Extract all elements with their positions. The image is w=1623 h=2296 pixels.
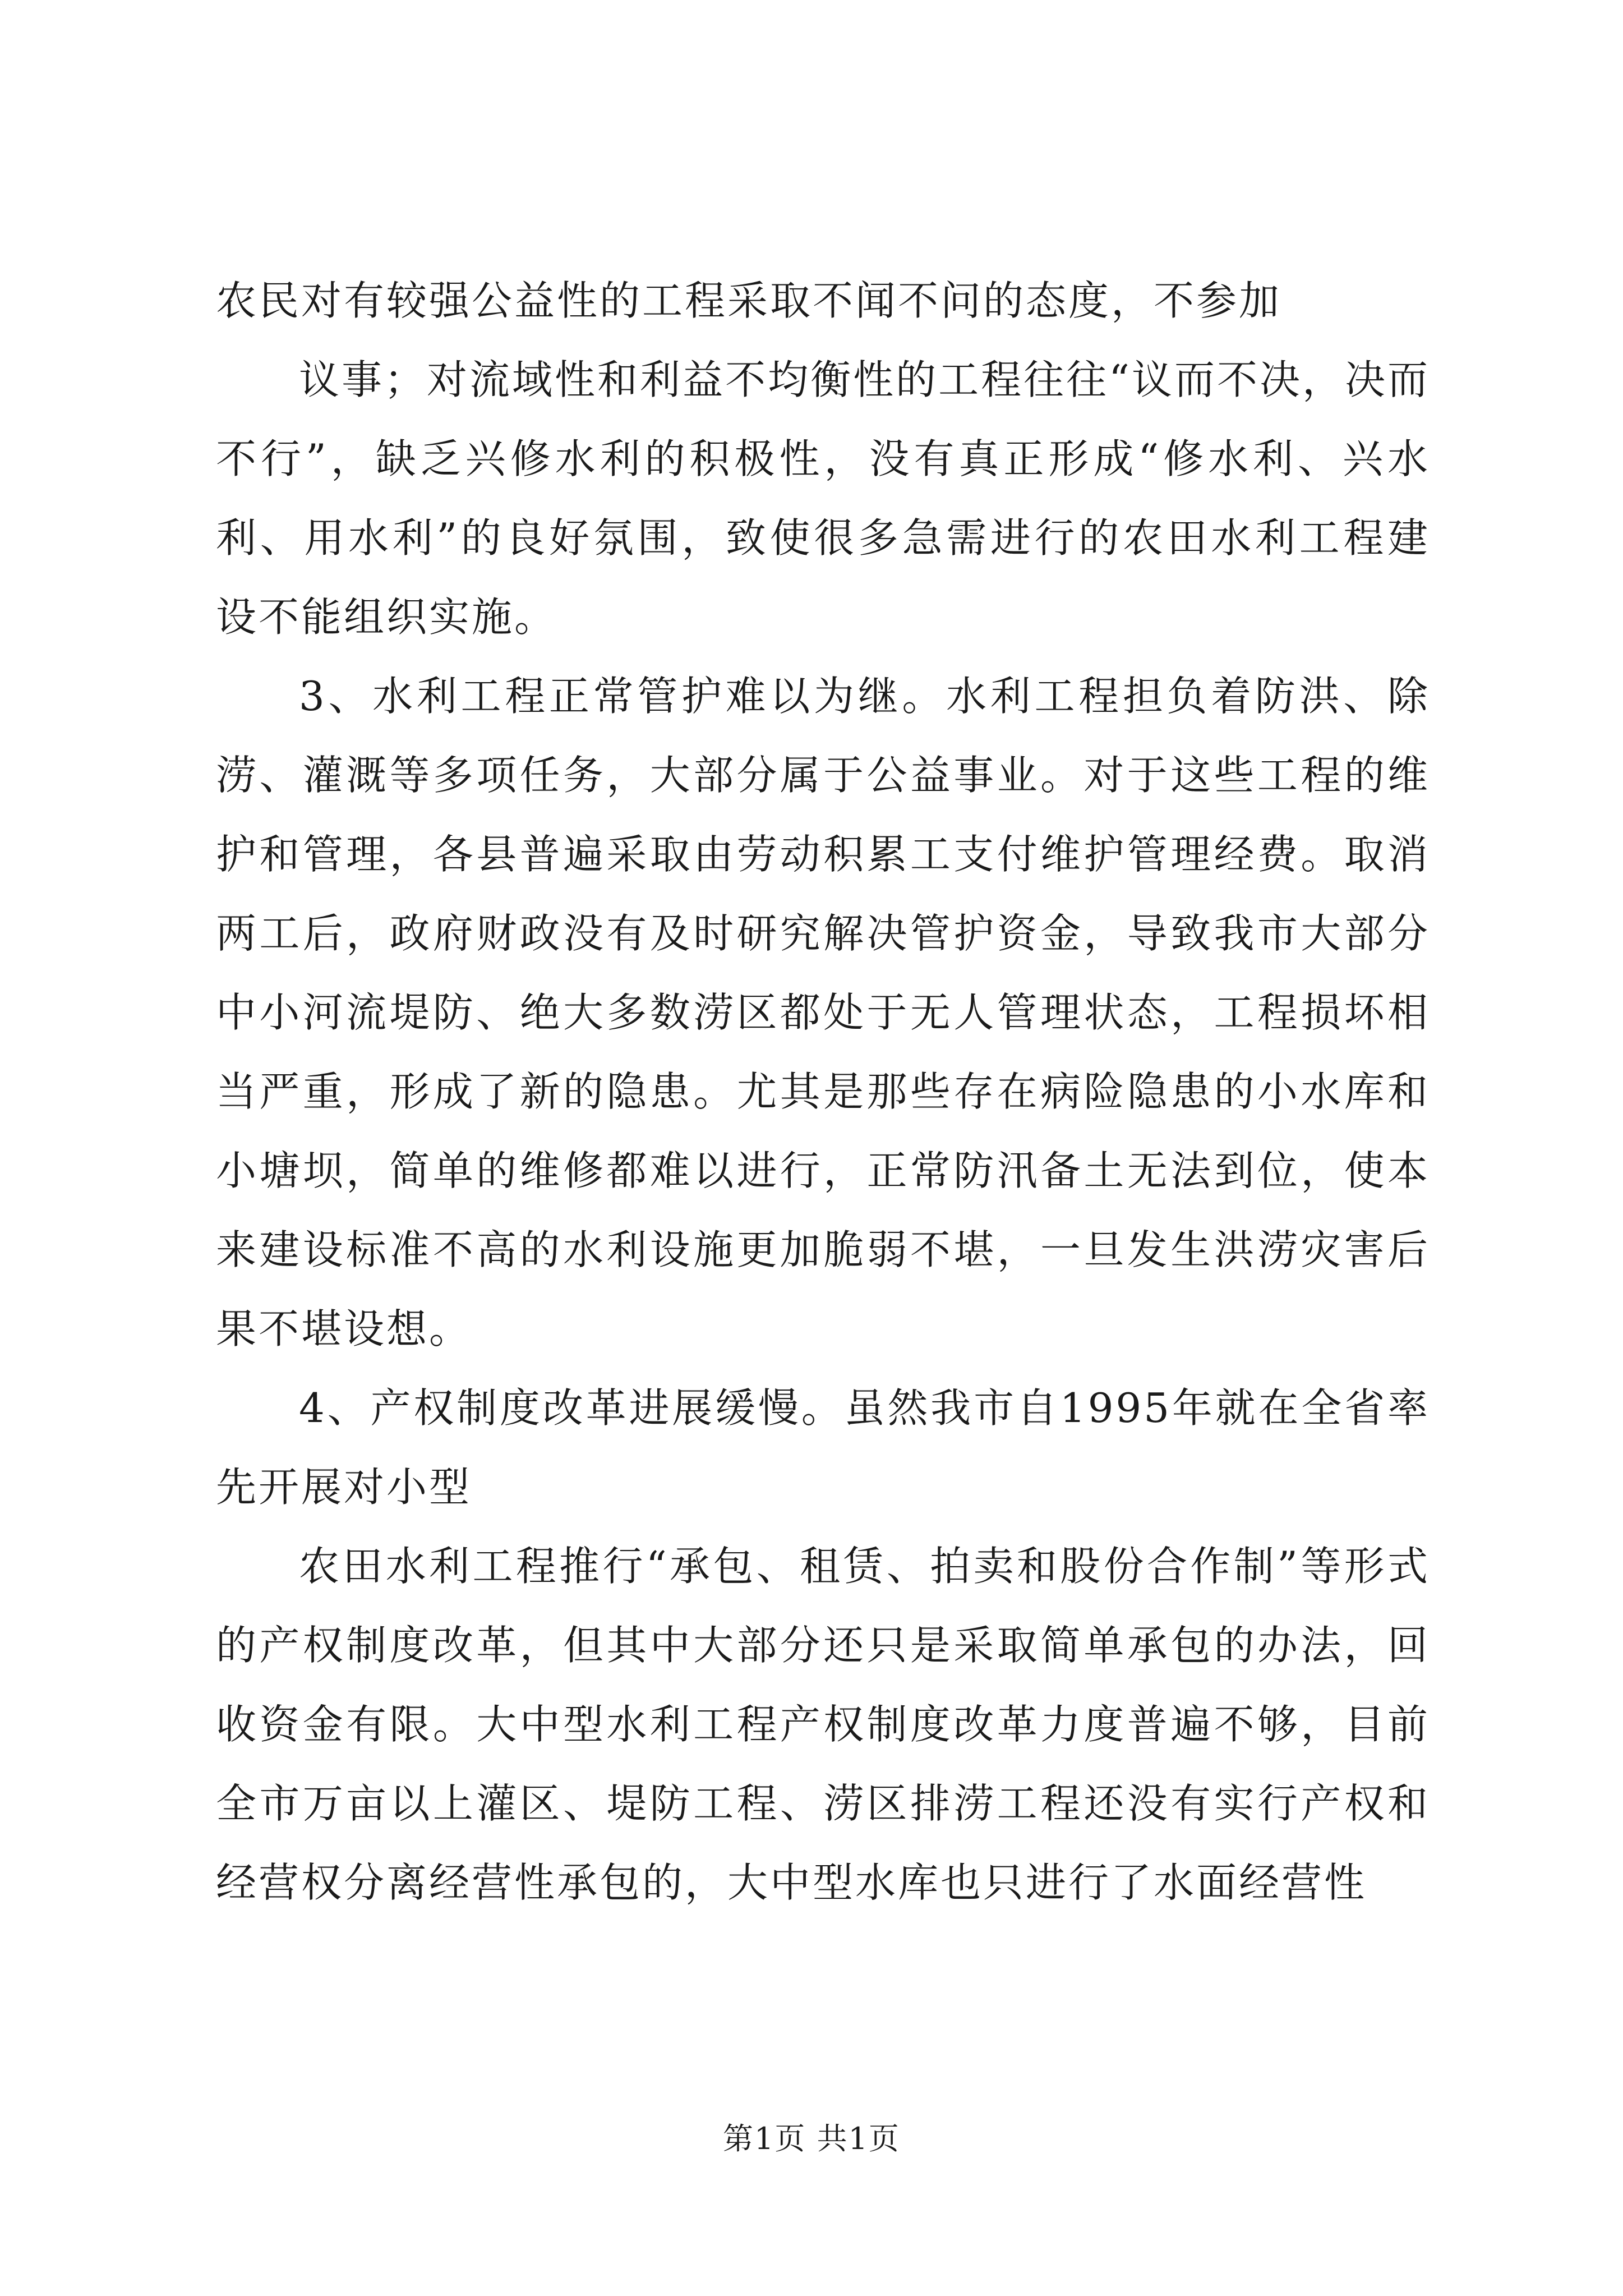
paragraph-5: 农田水利工程推行“承包、租赁、拍卖和股份合作制”等形式的产权制度改革，但其中大部分还只是采取简单承包的办法，回收资金有限。大中型水利工程产权制度改革力度普遍不够，目前全市万亩以上灌区、堤防工程、涝区排涝工程还没有实行产权和经营权分离经营性承包的，大中型水库也只进行了水面经营性 xyxy=(216,1543,1430,1906)
document-body xyxy=(216,261,1430,1922)
paragraph-4: 4、产权制度改革进展缓慢。虽然我市自1995年就在全省率先开展对小型 xyxy=(216,1384,1430,1511)
paragraph-3: 3、水利工程正常管护难以为继。水利工程担负着防洪、除涝、灌溉等多项任务，大部分属于公益事业。对于这些工程的维护和管理，各县普遍采取由劳动积累工支付维护管理经费。取消两工后，政府财政没有及时研究解决管护资金，导致我市大部分中小河流堤防、绝大多数涝区都处于无人管理状态，工程损坏相当严重，形成了新的隐患。尤其是那些存在病险隐患的小水库和小塘坝，简单的维修都难以进行，正常防汛备土无法到位，使本来建设标准不高的水利设施更加脆弱不堪，一旦发生洪涝灾害后果不堪设想。 xyxy=(216,673,1430,1352)
paragraph-2: 议事；对流域性和利益不均衡性的工程往往“议而不决，决而不行”，缺乏兴修水利的积极性，没有真正形成“修水利、兴水利、用水利”的良好氛围，致使很多急需进行的农田水利工程建设不能组织实施。 xyxy=(216,356,1430,641)
paragraph-1: 农民对有较强公益性的工程采取不闻不问的态度，不参加 xyxy=(216,277,1282,324)
page-number-footer: 第1页 共1页 xyxy=(723,2121,900,2156)
